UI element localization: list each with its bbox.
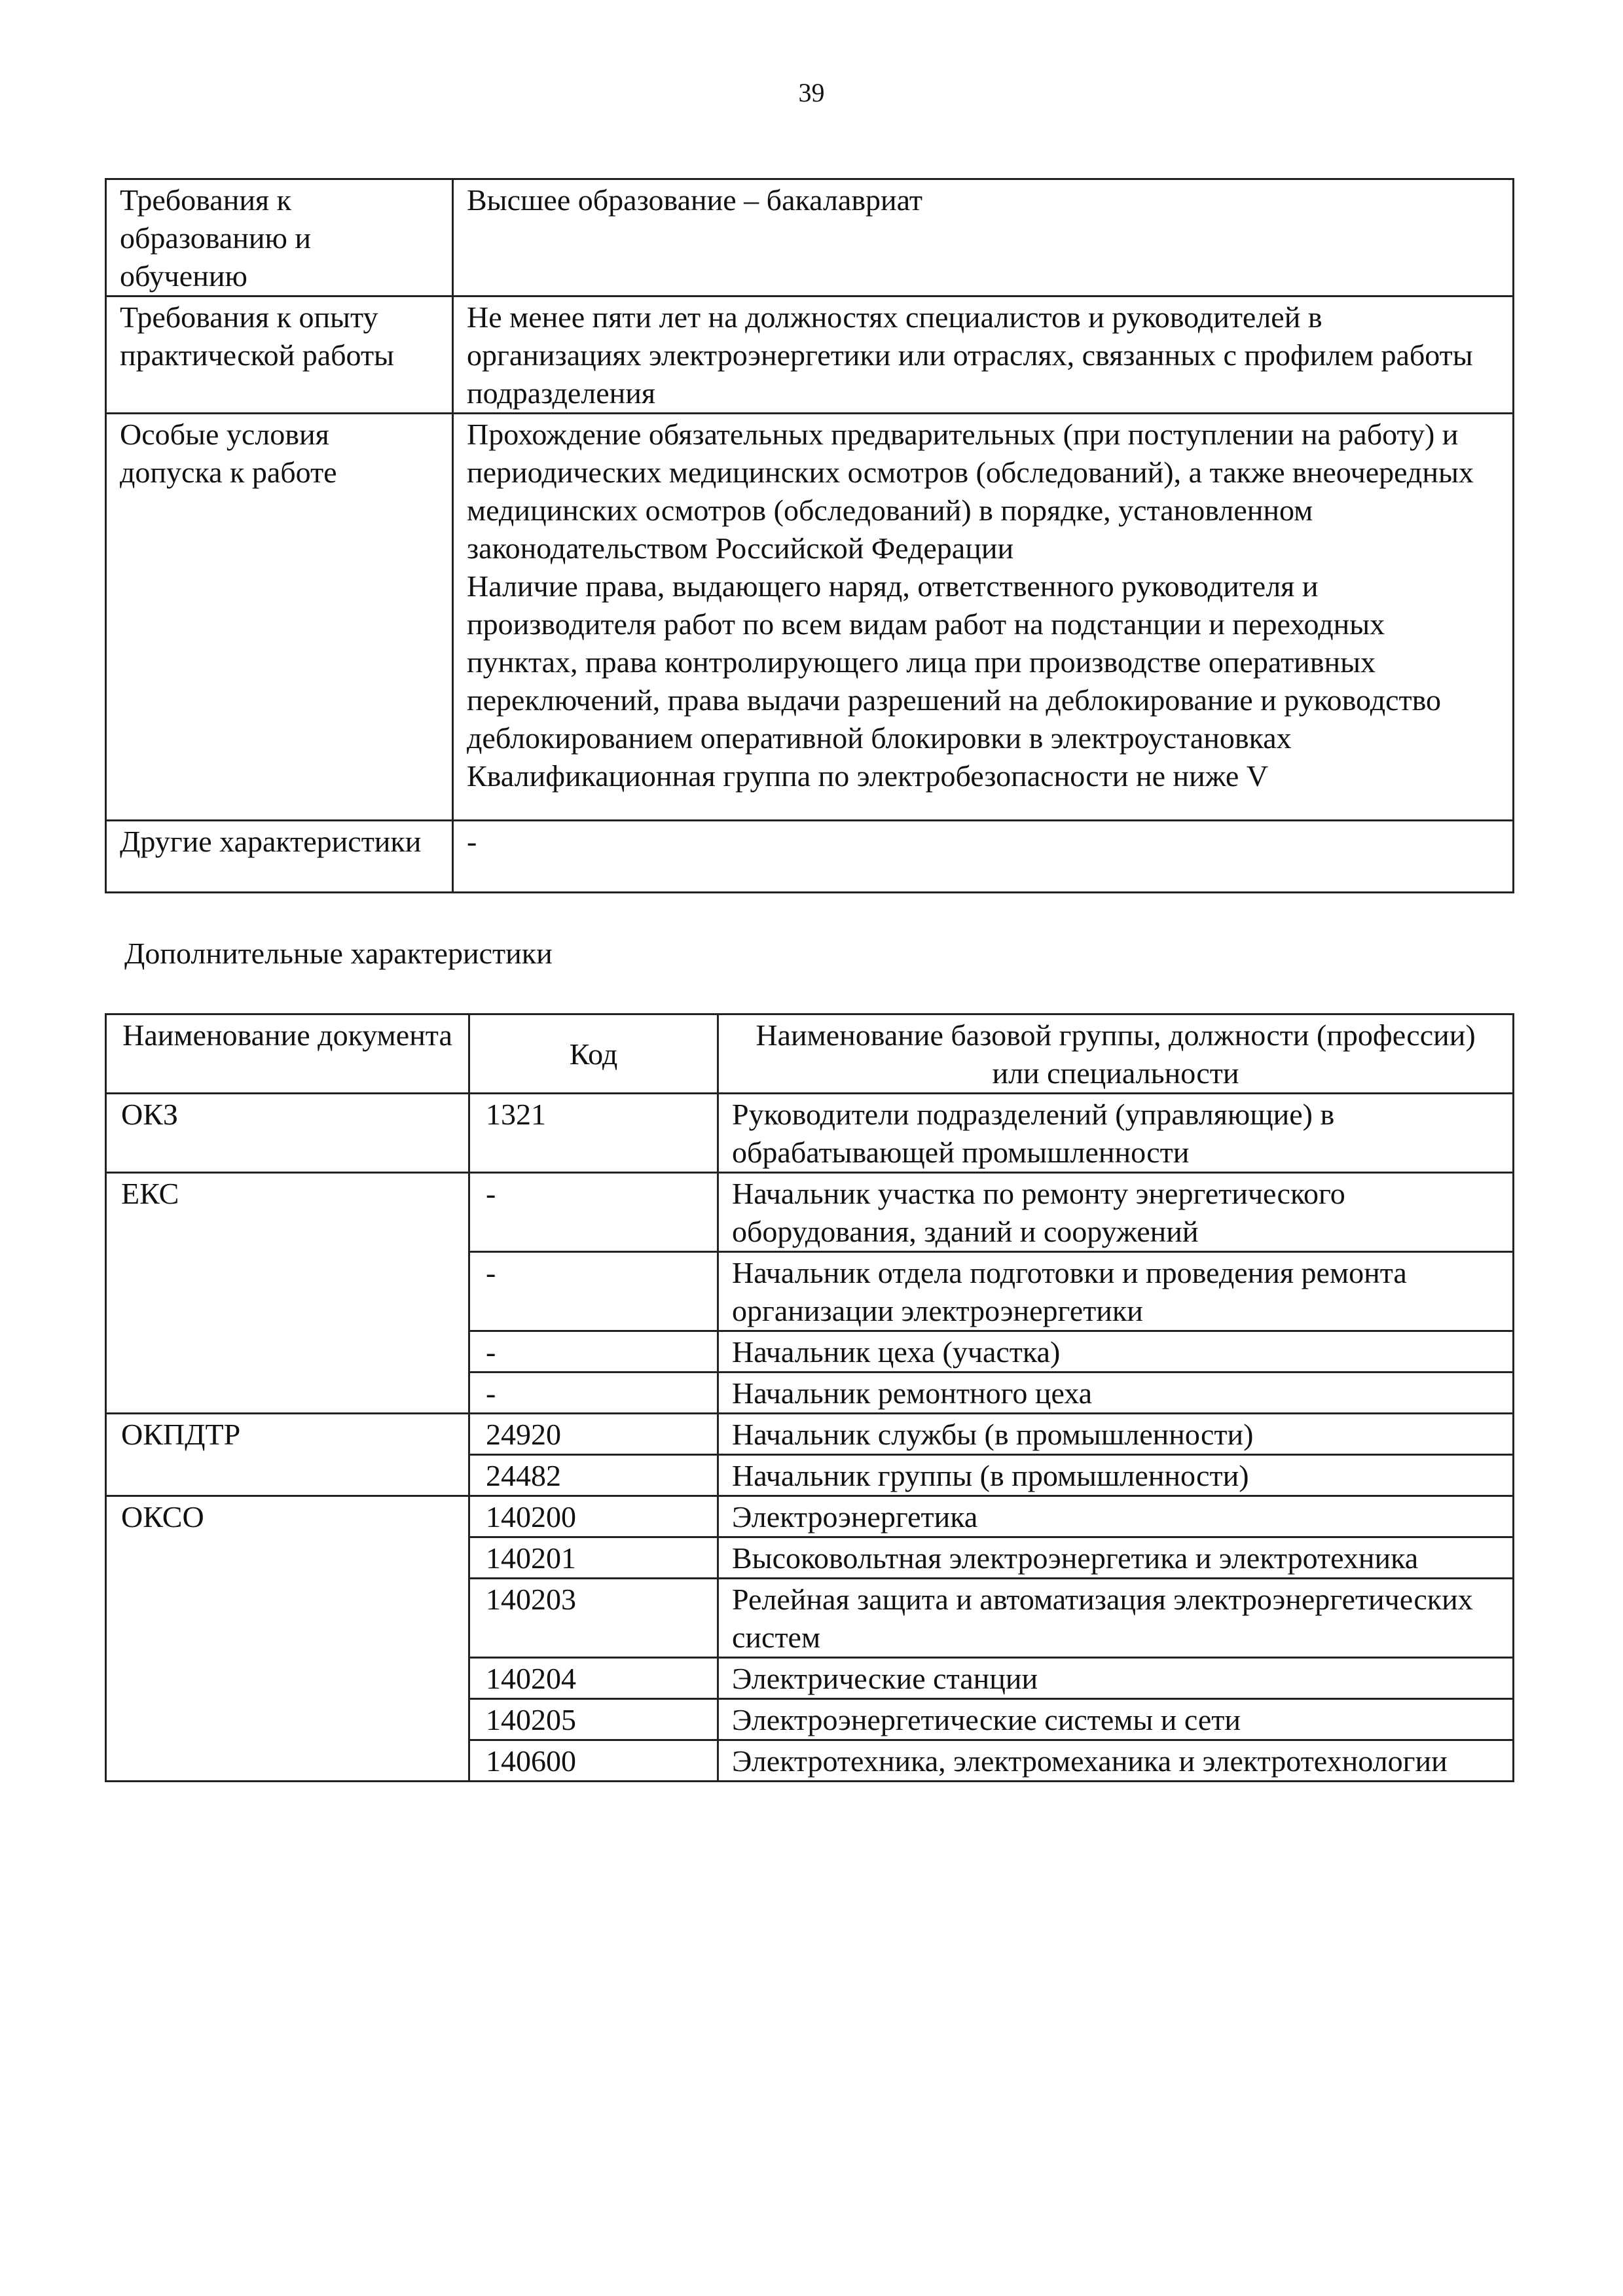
specialty-name-cell: Релейная защита и автоматизация электроэнергетических систем: [718, 1579, 1514, 1658]
specialty-name-cell: Электротехника, электромеханика и электротехнологии: [718, 1740, 1514, 1782]
requirement-value-line: Высшее образование – бакалавриат: [467, 183, 922, 217]
requirement-label: Требования к опыту практической работы: [106, 296, 453, 414]
table-row: [106, 1173, 1514, 1252]
specialty-name-cell: Руководители подразделений (управляющие) в обрабатывающей промышленности: [718, 1094, 1514, 1173]
requirement-value: [453, 414, 1514, 821]
code-cell: -: [469, 1372, 718, 1414]
requirement-row: [106, 179, 1514, 296]
code-cell: -: [469, 1173, 718, 1252]
specialty-name-cell: Электроэнергетика: [718, 1496, 1514, 1537]
table-row: [106, 1414, 1514, 1455]
requirement-label: Требования к образованию и обучению: [106, 179, 453, 296]
specialty-name-cell: Начальник группы (в промышленности): [718, 1455, 1514, 1496]
section-heading: Дополнительные характеристики: [124, 937, 553, 970]
header-name: Наименование базовой группы, должности (профессии) или специальности: [718, 1014, 1514, 1094]
code-cell: 24482: [469, 1455, 718, 1496]
requirements-table-body: [106, 179, 1514, 893]
requirement-value: [453, 296, 1514, 414]
code-cell: 140200: [469, 1496, 718, 1537]
requirement-value-line: -: [467, 825, 477, 858]
document-name-cell: ОКЗ: [106, 1094, 469, 1173]
requirement-value: [453, 821, 1514, 893]
code-cell: 1321: [469, 1094, 718, 1173]
requirement-value-line: Прохождение обязательных предварительных (при поступлении на работу) и периодических медицинских осмотров (обследований), а также внеочередных медицинских осмотров (обследований) в порядке, установленном законодательством Российской Федерации: [467, 418, 1474, 565]
requirement-label: Другие характеристики: [106, 821, 453, 893]
additional-table-body: [106, 1094, 1514, 1782]
additional-table-header: [106, 1014, 1514, 1094]
specialty-name-cell: Начальник цеха (участка): [718, 1331, 1514, 1372]
document-name-cell: ОКСО: [106, 1496, 469, 1782]
specialty-name-cell: Начальник отдела подготовки и проведения ремонта организации электроэнергетики: [718, 1252, 1514, 1331]
requirement-row: [106, 821, 1514, 893]
requirement-value-line: Квалификационная группа по электробезопасности не ниже V: [467, 759, 1269, 793]
specialty-name-cell: Электрические станции: [718, 1658, 1514, 1699]
code-cell: 140205: [469, 1699, 718, 1740]
requirement-value-line: Наличие права, выдающего наряд, ответственного руководителя и производителя работ по всем видам работ на подстанции и переходных пунктах, права контролирующего лица при производстве оперативных переключений, права выдачи разрешений на деблокирование и руководство деблокированием оперативной блокировки в электроустановках: [467, 569, 1442, 755]
code-cell: 140201: [469, 1537, 718, 1579]
document-name-cell: ОКПДТР: [106, 1414, 469, 1496]
code-cell: 24920: [469, 1414, 718, 1455]
code-cell: 140203: [469, 1579, 718, 1658]
document-name-cell: ЕКС: [106, 1173, 469, 1414]
requirement-value: [453, 179, 1514, 296]
specialty-name-cell: Электроэнергетические системы и сети: [718, 1699, 1514, 1740]
code-cell: -: [469, 1252, 718, 1331]
requirement-label: Особые условия допуска к работе: [106, 414, 453, 821]
header-row: [106, 1014, 1514, 1094]
code-cell: -: [469, 1331, 718, 1372]
requirement-row: [106, 414, 1514, 821]
specialty-name-cell: Высоковольтная электроэнергетика и электротехника: [718, 1537, 1514, 1579]
table-row: [106, 1094, 1514, 1173]
code-cell: 140600: [469, 1740, 718, 1782]
header-document: Наименование документа: [106, 1014, 469, 1094]
requirement-row: [106, 296, 1514, 414]
specialty-name-cell: Начальник службы (в промышленности): [718, 1414, 1514, 1455]
requirements-table: [105, 178, 1514, 893]
requirement-value-line: Не менее пяти лет на должностях специалистов и руководителей в организациях электроэнергетики или отраслях, связанных с профилем работы подразделения: [467, 300, 1473, 410]
table-row: [106, 1496, 1514, 1537]
code-cell: 140204: [469, 1658, 718, 1699]
page-number: 39: [798, 78, 825, 107]
header-code: Код: [469, 1014, 718, 1094]
additional-characteristics-table: [105, 1013, 1514, 1782]
specialty-name-cell: Начальник ремонтного цеха: [718, 1372, 1514, 1414]
specialty-name-cell: Начальник участка по ремонту энергетического оборудования, зданий и сооружений: [718, 1173, 1514, 1252]
